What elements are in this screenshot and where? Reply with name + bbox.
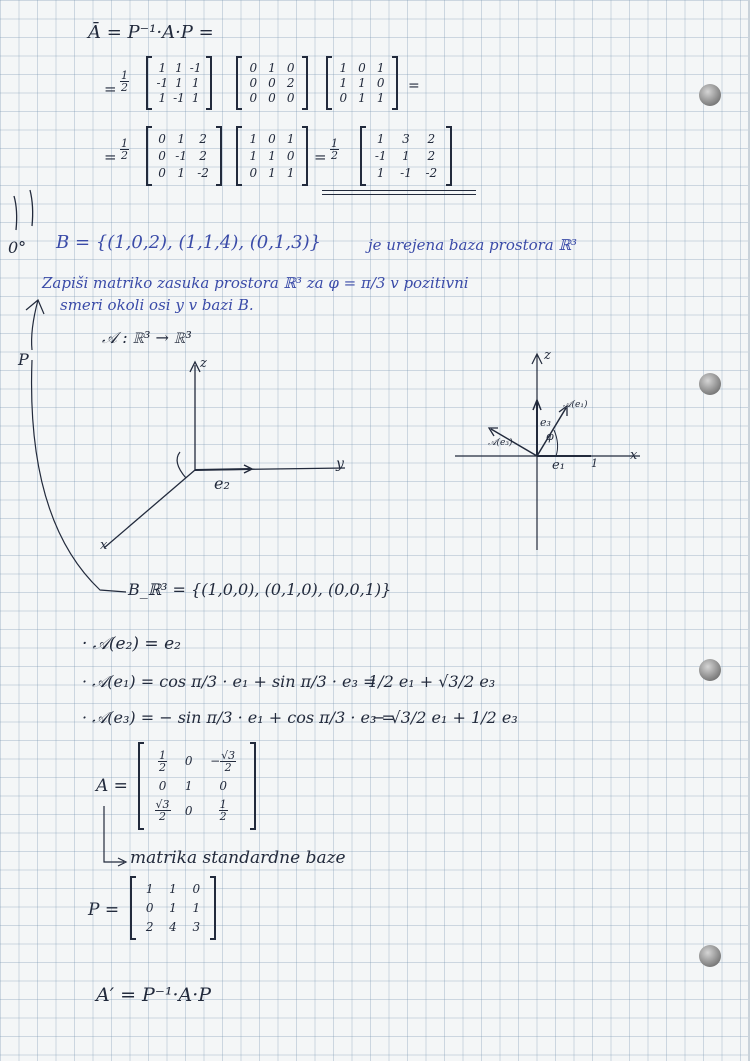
comp-line3b: − √3/2 e₁ + 1/2 e₃	[372, 708, 518, 727]
task-basis: B = {(1,0,2), (1,1,4), (0,1,3)}	[56, 232, 322, 253]
matrix-cell: $\frac{1}{2}$	[159, 748, 167, 774]
matrix-cell: − $\frac{√3}{2}$	[210, 748, 236, 774]
matrix-cell: 1	[402, 148, 410, 163]
x-axis-label: x	[100, 538, 108, 553]
frac-num: 1	[121, 69, 128, 82]
small-phi-label: φ	[546, 430, 554, 443]
matrix-p-label: P =	[88, 900, 120, 920]
matrix-cell: 1	[249, 131, 258, 146]
matrix-cell: 0	[145, 900, 154, 915]
z-axis-label: z	[200, 356, 207, 371]
matrix-cell: 1	[268, 60, 276, 75]
matrix-cell: 0	[158, 778, 167, 793]
matrix-cell: 0	[192, 882, 201, 897]
small-x-label: x	[630, 448, 638, 463]
matrix-cell: 2	[286, 75, 295, 90]
matrix-cell: 1	[169, 900, 177, 915]
matrix-row	[138, 880, 208, 899]
e2-label: e₂	[214, 474, 230, 493]
matrix-cell: 0	[286, 148, 295, 163]
matrix-cell: 1	[286, 166, 295, 181]
matrix-cell: 0	[158, 131, 166, 146]
matrix-cell: 1	[175, 60, 183, 75]
matrix-cell: 1	[175, 75, 183, 90]
matrix-cell: 1	[177, 166, 185, 181]
matrix-row	[138, 917, 208, 936]
matrix-cell: 1	[268, 148, 276, 163]
matrix-cell: 0	[268, 75, 276, 90]
matrix-cell: $\frac{1}{2}$	[219, 798, 227, 824]
matrix-cell: 0	[158, 166, 166, 181]
matrix-cell: -1	[175, 148, 187, 163]
matrix-cell: 0	[268, 131, 276, 146]
matrix-cell: -1	[400, 166, 412, 181]
matrix-cell: -2	[197, 166, 209, 181]
matrix-cell: 1	[376, 60, 385, 75]
frac-den-3: 2	[331, 149, 338, 162]
matrix-cell: 1	[158, 91, 167, 106]
matrix-cell: 3	[192, 919, 201, 934]
matrix-cell: 1	[191, 75, 200, 90]
matrix-cell: -1	[156, 75, 169, 90]
matrix-cell: 1	[286, 131, 295, 146]
matrix-cell: 1	[249, 148, 258, 163]
matrix-cell: 1	[376, 91, 385, 106]
matrix-a-note: matrika standardne baze	[130, 848, 346, 868]
matrix-cell: 0	[249, 166, 258, 181]
comp-line3a: · 𝒜(e₃) = − sin π/3 · e₁ + cos π/3 · e₃ =	[82, 708, 395, 727]
matrix-cell: 0	[376, 75, 385, 90]
matrix-cell: 1	[358, 75, 366, 90]
task-line3: smeri okoli osi y v bazi B.	[60, 296, 254, 314]
frac-den: 2	[121, 81, 128, 94]
matrix-cell: -2	[425, 166, 438, 181]
matrix-cell: 0	[249, 75, 258, 90]
matrix-cell: 2	[145, 919, 154, 934]
matrix-cell: 2	[427, 131, 436, 146]
row1-suffix: =	[408, 78, 420, 94]
matrix-cell: 2	[199, 131, 207, 146]
matrix-cell: 1	[376, 166, 385, 181]
matrix-cell: 0	[286, 91, 295, 106]
frac-num-2: 1	[121, 137, 128, 150]
matrix-cell: 0	[286, 60, 295, 75]
matrix-a-label: A =	[96, 776, 128, 796]
matrix-cell: 1	[192, 900, 201, 915]
task-marker: 0°	[8, 238, 27, 257]
matrix-cell: 1	[145, 882, 154, 897]
frac-den-2: 2	[121, 149, 128, 162]
matrix-cell: 0	[268, 91, 276, 106]
matrix-cell: 1	[184, 778, 193, 793]
small-e3-label: e₃	[540, 416, 551, 429]
row1-equals: =	[104, 80, 117, 98]
matrix-cell: 0	[249, 60, 258, 75]
matrix-cell: 4	[169, 919, 177, 934]
abar-header: Ā = P⁻¹·A·P =	[88, 22, 214, 43]
matrix-cell: 0	[358, 60, 366, 75]
matrix-cell: 3	[402, 131, 410, 146]
comp-line1: · 𝒜(e₂) = e₂	[82, 634, 181, 654]
task-basis-text: je urejena baza prostora ℝ³	[368, 236, 577, 254]
comp-line2b: 1/2 e₁ + √3/2 e₃	[368, 672, 496, 691]
matrix-cell: 0	[219, 778, 227, 793]
matrix-cell: -1	[374, 148, 387, 163]
matrix-cell: 1	[339, 60, 348, 75]
frac-num-3: 1	[331, 137, 338, 150]
matrix-cell: 0	[184, 803, 193, 818]
matrix-cell: 0	[249, 91, 258, 106]
matrix-cell: 0	[339, 91, 348, 106]
small-z-label: z	[544, 348, 551, 363]
y-axis-label: y	[336, 456, 344, 472]
task-line2: Zapiši matriko zasuka prostora ℝ³ za φ = π/3 v pozitivni	[42, 274, 469, 292]
matrix-cell: 1	[376, 131, 385, 146]
matrix-cell: 1	[339, 75, 348, 90]
matrix-p	[130, 878, 216, 938]
row2-mid-equals: =	[314, 148, 327, 166]
matrix-cell: -1	[173, 91, 185, 106]
standard-basis: B_ℝ³ = {(1,0,0), (0,1,0), (0,0,1)}	[128, 580, 392, 599]
small-ae3-label: 𝒜(e₃)	[488, 438, 513, 448]
comp-line2a: · 𝒜(e₁) = cos π/3 · e₁ + sin π/3 · e₃ =	[82, 672, 377, 691]
row2-equals: =	[104, 148, 117, 166]
matrix-cell: 1	[177, 131, 185, 146]
matrix-cell: 0	[184, 754, 193, 769]
matrix-cell: 1	[268, 166, 276, 181]
p-label: P	[18, 350, 29, 369]
note-arrow-line	[104, 806, 124, 862]
small-ae1-label: 𝒜(e₁)	[563, 400, 588, 410]
small-e1-label: e₁	[552, 458, 565, 473]
small-one-label: 1	[591, 457, 598, 470]
matrix-cell: 1	[158, 60, 167, 75]
matrix-cell: 1	[358, 91, 366, 106]
matrix-row	[138, 899, 208, 918]
final-formula: A′ = P⁻¹·A·P	[96, 984, 212, 1006]
matrix-cell: 2	[427, 148, 436, 163]
matrix-cell: 1	[191, 91, 200, 106]
matrix-cell: $\frac{√3}{2}$	[155, 798, 170, 824]
matrix-cell: 2	[199, 148, 207, 163]
matrix-cell: -1	[189, 60, 202, 75]
matrix-cell: 1	[169, 882, 177, 897]
map-label: 𝒜 : ℝ³ → ℝ³	[102, 328, 192, 347]
matrix-cell: 0	[158, 148, 166, 163]
